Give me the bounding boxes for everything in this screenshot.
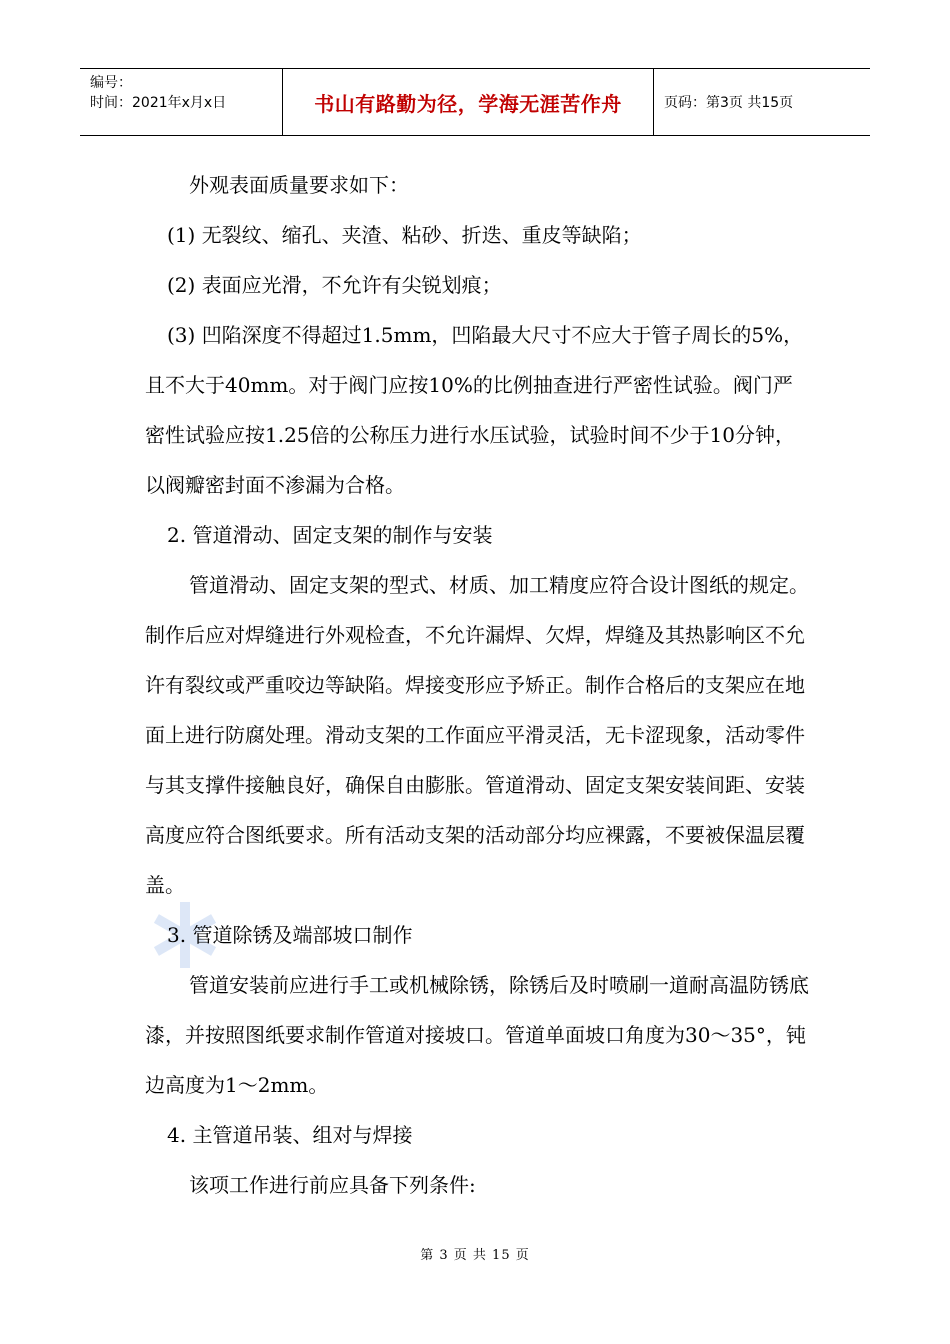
- document-body: [145, 160, 810, 1210]
- paragraph: 管道滑动、固定支架的型式、材质、加工精度应符合设计图纸的规定。制作后应对焊缝进行外观检查，不允许漏焊、欠焊，焊缝及其热影响区不允许有裂纹或严重咬边等缺陷。焊接变形应予矫正。制作合格后的支架应在地面上进行防腐处理。滑动支架的工作面应平滑灵活，无卡涩现象，活动零件与其支撑件接触良好，确保自由膨胀。管道滑动、固定支架安装间距、安装高度应符合图纸要求。所有活动支架的活动部分均应裸露，不要被保温层覆盖。: [145, 573, 809, 897]
- header-page-info: 页码：第3页 共15页: [664, 95, 794, 111]
- section-heading: 4. 主管道吊装、组对与焊接: [167, 1123, 413, 1147]
- section-heading: 3. 管道除锈及端部坡口制作: [167, 923, 413, 947]
- list-item: (1) 无裂纹、缩孔、夹渣、粘砂、折迭、重皮等缺陷；: [167, 223, 642, 247]
- list-item: (2) 表面应光滑，不允许有尖锐划痕；: [167, 273, 502, 297]
- header-meta: [80, 69, 282, 135]
- paragraph: 外观表面质量要求如下：: [189, 173, 409, 197]
- paragraph: 管道安装前应进行手工或机械除锈，除锈后及时喷刷一道耐高温防锈底漆，并按照图纸要求制作管道对接坡口。管道单面坡口角度为30～35°，钝边高度为1～2mm。: [145, 973, 809, 1097]
- page-footer: 第 3 页 共 15 页: [420, 1248, 530, 1263]
- page-header: [80, 68, 870, 136]
- serial-number-label: 编号：: [90, 75, 132, 91]
- header-motto: 书山有路勤为径，学海无涯苦作舟: [282, 69, 654, 135]
- header-date: 时间：2021年x月x日: [90, 95, 227, 111]
- section-heading: 2. 管道滑动、固定支架的制作与安装: [167, 523, 493, 547]
- paragraph: 该项工作进行前应具备下列条件:: [189, 1173, 476, 1197]
- list-item: (3) 凹陷深度不得超过1.5mm，凹陷最大尺寸不应大于管子周长的5%，且不大于40mm。对于阀门应按10%的比例抽查进行严密性试验。阀门严密性试验应按1.25倍的公称压力进行水压试验，试验时间不少于10分钟，以阀瓣密封面不渗漏为合格。: [145, 323, 804, 497]
